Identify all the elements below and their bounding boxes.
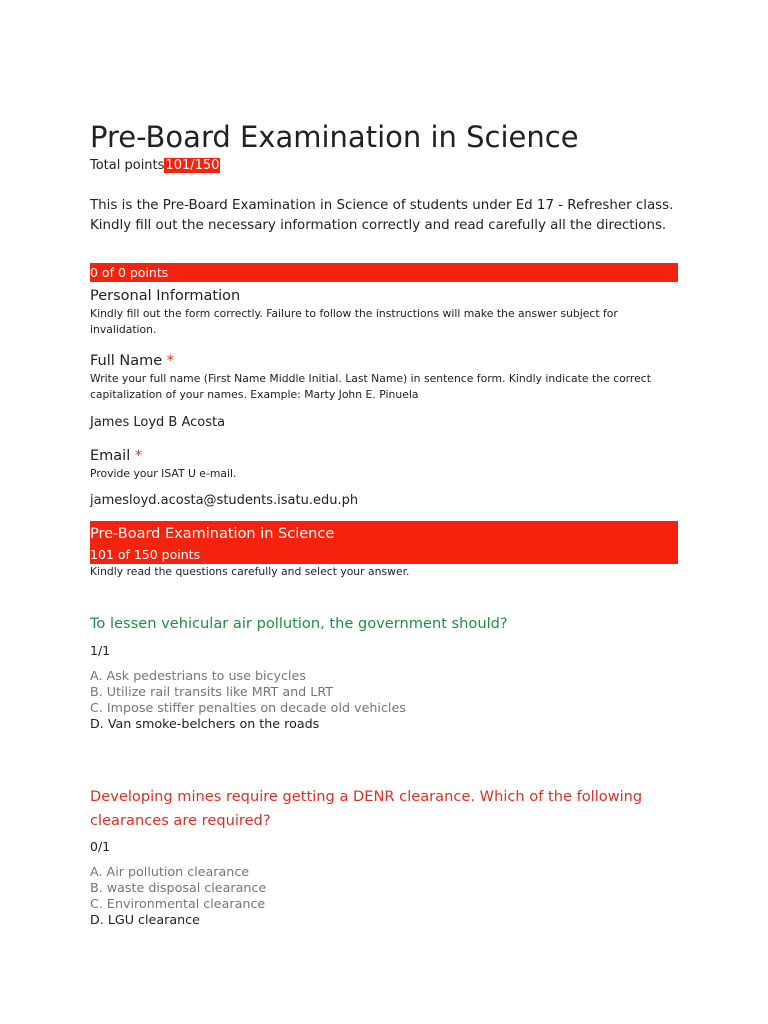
option-b[interactable]: B. Utilize rail transits like MRT and LRT [90,684,333,699]
exam-section-header [90,521,678,564]
required-asterisk: * [166,353,175,369]
exam-section-title: Pre-Board Examination in Science [90,526,335,542]
total-points-label: Total points [90,158,165,173]
full-name-label [90,351,174,371]
email-label [90,446,142,466]
total-points-badge: 101/150 [165,158,220,173]
option-c[interactable]: C. Impose stiffer penalties on decade old vehicles [90,700,406,715]
email-label-text: Email [90,448,131,464]
full-name-help: Write your full name (First Name Middle Initial. Last Name) in sentence form. Kindly indicate the correct capitalization of your names. Example: Marty John E. Pinuela [90,372,651,401]
total-points [90,157,220,175]
option-b[interactable]: B. waste disposal clearance [90,880,267,895]
form-description: This is the Pre-Board Examination in Science of students under Ed 17 - Refresher class. Kindly fill out the necessary information correctly and read carefully all the directions. [90,198,674,233]
question-1-options [90,668,406,732]
personal-section-title: Personal Information [90,288,241,304]
question-2-score: 0/1 [90,839,111,854]
question-1-score: 1/1 [90,643,111,658]
question-1-text: To lessen vehicular air pollution, the government should? [90,615,508,632]
option-a[interactable]: A. Air pollution clearance [90,864,250,879]
option-d-selected[interactable]: D. LGU clearance [90,912,200,927]
email-help: Provide your ISAT U e-mail. [90,467,237,480]
option-d-selected[interactable]: D. Van smoke-belchers on the roads [90,716,320,731]
option-a[interactable]: A. Ask pedestrians to use bicycles [90,668,306,683]
question-2-options [90,864,266,928]
option-c[interactable]: C. Environmental clearance [90,896,266,911]
personal-points-bar: 0 of 0 points [90,263,678,282]
personal-section-description: Kindly fill out the form correctly. Failure to follow the instructions will make the answer subject for invalidation. [90,307,618,336]
page-title: Pre-Board Examination in Science [90,120,579,154]
required-asterisk: * [134,448,143,464]
exam-section-points: 101 of 150 points [90,547,201,562]
exam-section-description: Kindly read the questions carefully and select your answer. [90,565,410,578]
full-name-answer[interactable]: James Loyd B Acosta [90,415,226,430]
question-2-text: Developing mines require getting a DENR clearance. Which of the following clearances are required? [90,788,643,829]
full-name-label-text: Full Name [90,353,163,369]
email-answer[interactable]: jamesloyd.acosta@students.isatu.edu.ph [90,493,359,508]
